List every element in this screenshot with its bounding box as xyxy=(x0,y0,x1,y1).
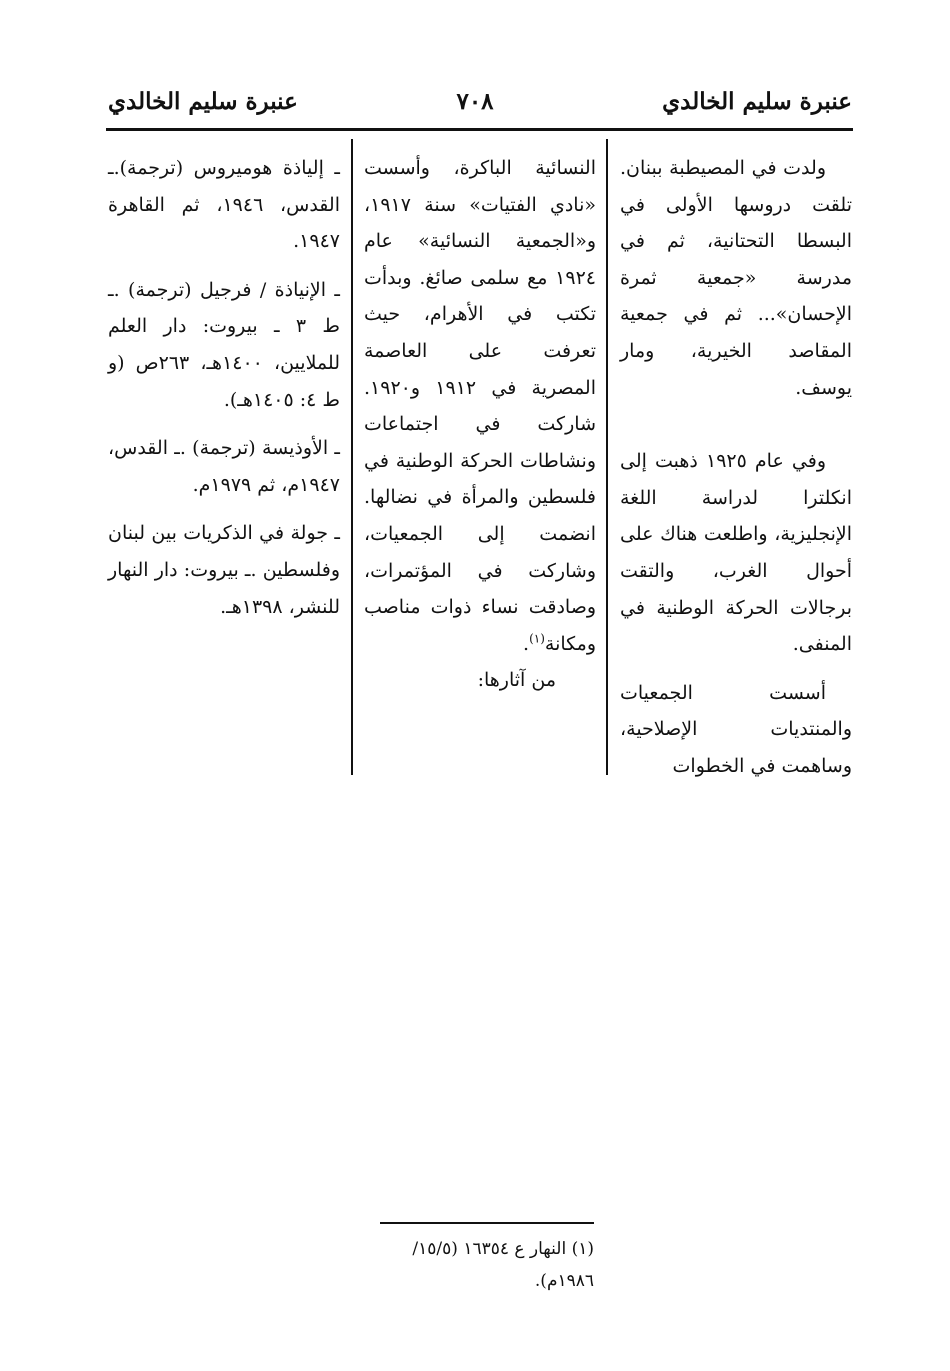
column-left xyxy=(108,150,340,625)
footnote-rule xyxy=(380,1222,594,1224)
column-middle xyxy=(364,150,596,699)
running-head-right: عنبرة سليم الخالدي xyxy=(662,88,852,115)
work-entry: ـ الإنياذة / فرجيل (ترجمة) .ـ ط ٣ ـ بيروت: دار العلم للملايين، ١٤٠٠هـ، ٢٦٣ص (و ط ٤: ١٤٠٥هـ). xyxy=(108,278,340,411)
footnote: (١) النهار ع ١٦٣٥٤ (١٥/٥/ ١٩٨٦م). xyxy=(412,1239,594,1291)
paragraph-associations: أسست الجمعيات والمنتديات الإصلاحية، وساهمت في الخطوات xyxy=(620,681,852,777)
column-divider-left xyxy=(351,139,353,775)
paragraph-activities-end: . xyxy=(523,632,530,655)
work-entry: ـ الأوذيسة (ترجمة) .ـ القدس، ١٩٤٧م، ثم ١٩٧٩م. xyxy=(108,437,340,496)
work-entry: ـ جولة في الذكريات بين لبنان وفلسطين .ـ بيروت: دار النهار للنشر، ١٣٩٨هـ. xyxy=(108,522,340,618)
paragraph-birth: ولدت في المصيطبة ببنان. تلقت دروسها الأولى في البسطا التحتانية، ثم في مدرسة «جمعية ثمرة الإحسان»... ثم في جمعية المقاصد الخيرية، ومار يوسف. xyxy=(620,157,852,399)
column-divider-right xyxy=(606,139,608,775)
footnote-reference: (١) xyxy=(529,631,545,646)
paragraph-england: وفي عام ١٩٢٥ ذهبت إلى انكلترا لدراسة اللغة الإنجليزية، واطلعت هناك على أحوال الغرب، والتقت برجالات الحركة الوطنية في المنفى. xyxy=(620,450,852,656)
page-number: ٧٠٨ xyxy=(456,88,494,115)
running-head-left: عنبرة سليم الخالدي xyxy=(108,88,298,115)
header-rule xyxy=(106,128,853,131)
paragraph-activities xyxy=(364,150,596,662)
works-heading: من آثارها: xyxy=(477,669,556,692)
column-right xyxy=(620,150,852,785)
paragraph-activities-text: النسائية الباكرة، وأسست «نادي الفتيات» سنة ١٩١٧، و«الجمعية النسائية» عام ١٩٢٤ مع سلمى صائغ. وبدأت تكتب في الأهرام، حيث تعرفت على العاصمة المصرية في ١٩١٢ و١٩٢٠. شاركت في اجتماعات ونشاطات الحركة الوطنية في فلسطين والمرأة في نضالها. انضمت إلى الجمعيات، وشاركت في المؤتمرات، وصادقت نساء ذوات مناصب ومكانة xyxy=(364,157,596,655)
work-entry: ـ إلياذة هوميروس (ترجمة).ـ القدس، ١٩٤٦، ثم القاهرة ١٩٤٧. xyxy=(108,157,340,253)
